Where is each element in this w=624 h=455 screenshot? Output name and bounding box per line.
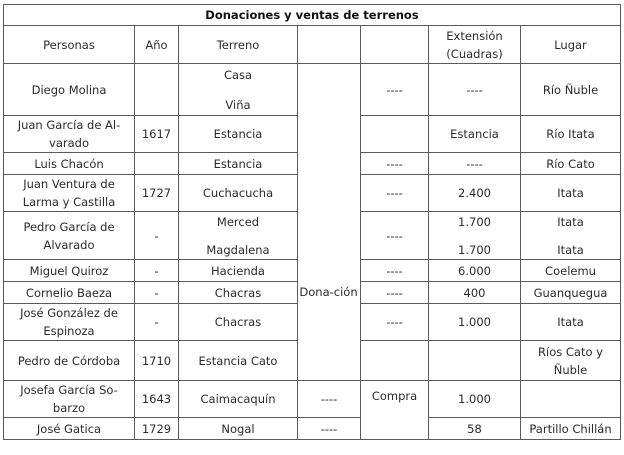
cell-anio (135, 153, 179, 175)
cell-lugar: Partillo Chillán (521, 418, 621, 440)
cell-persona: Luis Chacón (4, 153, 135, 175)
cell-terreno: Caimacaquín (179, 381, 298, 418)
cell-tipo-bottom (298, 341, 361, 381)
cell-anio: 1729 (135, 418, 179, 440)
cell-extension (429, 212, 521, 260)
cell-anio: 1710 (135, 341, 179, 381)
cell-persona: Pedro de Córdoba (4, 341, 135, 381)
cell-persona: Josefa García So-barzo (4, 381, 135, 418)
cell-lugar: Río Ñuble (521, 64, 621, 116)
header-blank (361, 26, 429, 64)
header-terreno: Terreno (179, 26, 298, 64)
cell-lugar-a: Itata (557, 214, 584, 229)
donaciones-table (3, 4, 621, 440)
cell-lugar: Coelemu (521, 260, 621, 282)
cell-persona: José Gatica (4, 418, 135, 440)
cell-anio: 1727 (135, 175, 179, 212)
cell-col5: ---- (361, 153, 429, 175)
cell-terreno-b: Magdalena (206, 242, 270, 257)
cell-col4: ---- (298, 418, 361, 440)
cell-terreno: Estancia Cato (179, 341, 298, 381)
cell-col5: ---- (361, 304, 429, 341)
cell-lugar (521, 381, 621, 418)
cell-terreno-a: Casa (223, 67, 253, 82)
cell-terreno (179, 64, 298, 116)
donacion-label: Dona-ción (299, 285, 358, 299)
header-lugar: Lugar (521, 26, 621, 64)
cell-extension: ---- (429, 153, 521, 175)
cell-lugar-b: Itata (557, 242, 584, 257)
cell-col5 (361, 116, 429, 153)
cell-col5: ---- (361, 282, 429, 304)
cell-terreno: Hacienda (179, 260, 298, 282)
cell-lugar (521, 212, 621, 260)
cell-persona: Juan García de Al-varado (4, 116, 135, 153)
cell-col5: ---- (361, 175, 429, 212)
cell-lugar: Itata (521, 304, 621, 341)
cell-lugar: Río Itata (521, 116, 621, 153)
cell-persona: José González de Espinoza (4, 304, 135, 341)
cell-terreno-a: Merced (216, 214, 260, 229)
table-row (4, 341, 621, 381)
cell-persona: Pedro García de Alvarado (4, 212, 135, 260)
header-anio: Año (135, 26, 179, 64)
cell-terreno: Chacras (179, 282, 298, 304)
cell-extension-a: 1.700 (458, 214, 491, 229)
cell-extension: 1.000 (429, 304, 521, 341)
cell-col5: ---- (361, 212, 429, 260)
cell-extension-b: 1.700 (458, 242, 491, 257)
table-row (4, 64, 621, 116)
table-row (4, 418, 621, 440)
cell-lugar: Guanquegua (521, 282, 621, 304)
cell-anio: - (135, 260, 179, 282)
cell-col5: ---- (361, 260, 429, 282)
cell-col5: ---- (361, 64, 429, 116)
cell-extension: Estancia (429, 116, 521, 153)
header-tipo (298, 26, 361, 64)
cell-anio: - (135, 212, 179, 260)
cell-persona: Juan Ventura de Larma y Castilla (4, 175, 135, 212)
cell-terreno: Chacras (179, 304, 298, 341)
cell-extension: 2.400 (429, 175, 521, 212)
cell-persona: Cornelio Baeza (4, 282, 135, 304)
cell-terreno-b: Viña (225, 97, 251, 112)
cell-persona: Diego Molina (4, 64, 135, 116)
cell-anio: 1617 (135, 116, 179, 153)
cell-terreno: Cuchacucha (179, 175, 298, 212)
cell-lugar: Ríos Cato y Ñuble (521, 341, 621, 381)
cell-anio (135, 64, 179, 116)
cell-anio: - (135, 304, 179, 341)
cell-terreno (179, 212, 298, 260)
cell-anio: - (135, 282, 179, 304)
cell-persona: Miguel Quiroz (4, 260, 135, 282)
cell-terreno: Nogal (179, 418, 298, 440)
cell-extension: 400 (429, 282, 521, 304)
cell-lugar: Itata (521, 175, 621, 212)
cell-extension: 1.000 (429, 381, 521, 418)
table-row (4, 381, 621, 418)
cell-extension: ---- (429, 64, 521, 116)
cell-col4: ---- (298, 381, 361, 418)
header-personas: Personas (4, 26, 135, 64)
cell-extension (429, 341, 521, 381)
cell-anio: 1643 (135, 381, 179, 418)
cell-extension: 6.000 (429, 260, 521, 282)
cell-extension: 58 (429, 418, 521, 440)
cell-terreno: Estancia (179, 153, 298, 175)
cell-lugar: Río Cato (521, 153, 621, 175)
cell-compra: Compra (361, 381, 429, 440)
cell-col5 (361, 341, 429, 381)
header-extension: Extensión (Cuadras) (429, 26, 521, 64)
table-wrapper (3, 4, 621, 440)
table-title: Donaciones y ventas de terrenos (4, 5, 621, 26)
cell-terreno: Estancia (179, 116, 298, 153)
